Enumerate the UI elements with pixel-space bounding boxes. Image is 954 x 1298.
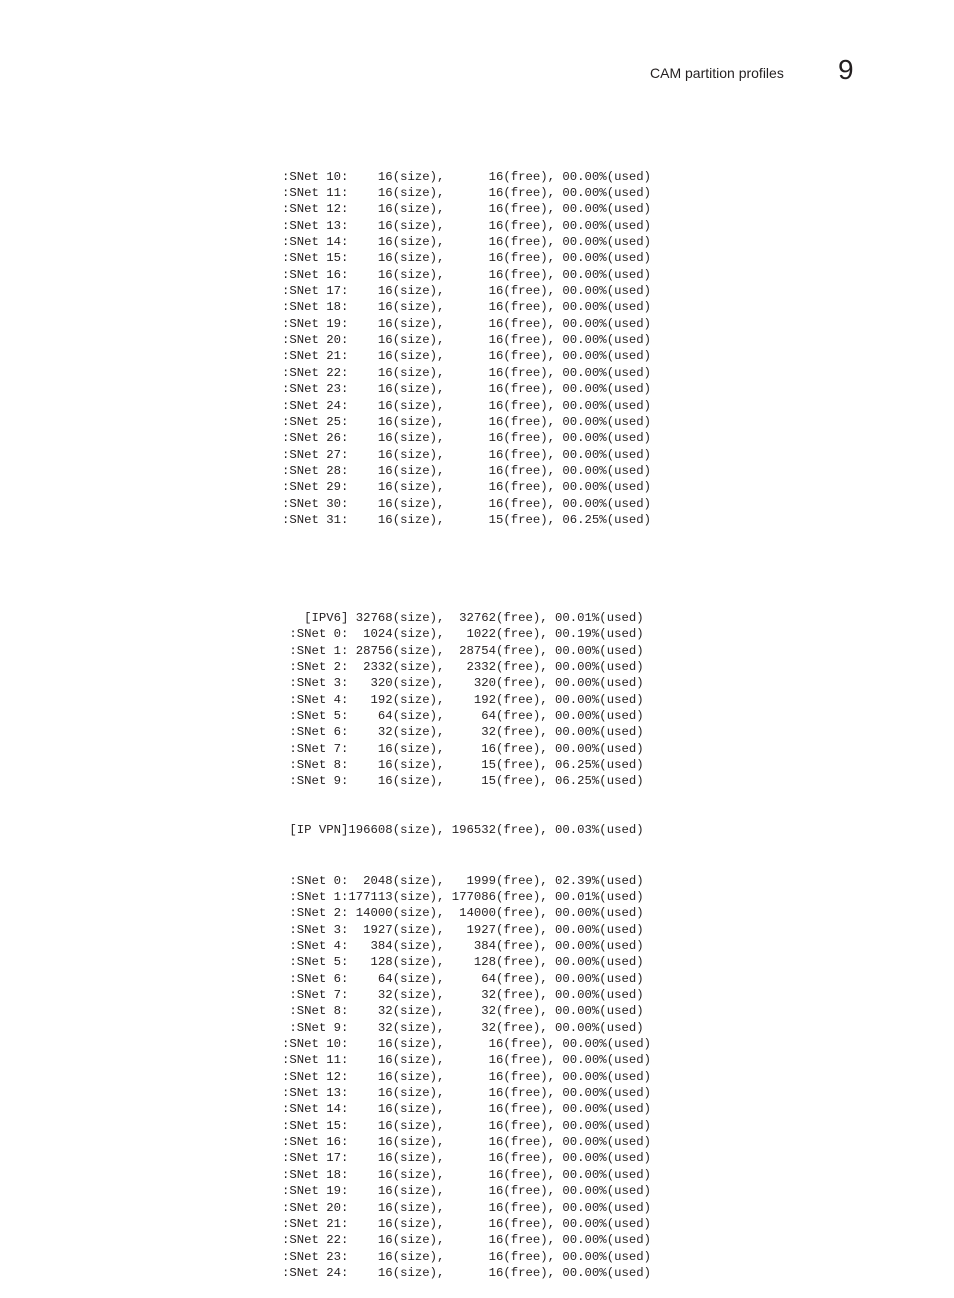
output-line: :SNet 27: 16(size), 16(free), 00.00%(used) bbox=[282, 447, 651, 462]
blank-line bbox=[282, 561, 651, 577]
output-line: :SNet 3: 320(size), 320(free), 00.00%(used) bbox=[282, 676, 644, 691]
output-line: :SNet 9: 32(size), 32(free), 00.00%(used) bbox=[282, 1020, 644, 1035]
ipv6-block bbox=[282, 610, 651, 790]
output-line: :SNet 21: 16(size), 16(free), 00.00%(used) bbox=[282, 1216, 651, 1231]
output-line: :SNet 2: 14000(size), 14000(free), 00.00%(used) bbox=[282, 906, 644, 921]
output-line: :SNet 3: 1927(size), 1927(free), 00.00%(used) bbox=[282, 922, 644, 937]
output-line: :SNet 21: 16(size), 16(free), 00.00%(used) bbox=[282, 349, 651, 364]
output-line: :SNet 10: 16(size), 16(free), 00.00%(used) bbox=[282, 1037, 651, 1052]
cam-usage-output bbox=[282, 136, 651, 1298]
output-line: :SNet 23: 16(size), 16(free), 00.00%(used) bbox=[282, 1249, 651, 1264]
output-line: :SNet 13: 16(size), 16(free), 00.00%(used) bbox=[282, 1086, 651, 1101]
output-line: :SNet 1:177113(size), 177086(free), 00.01%(used) bbox=[282, 889, 644, 904]
output-line: :SNet 6: 32(size), 32(free), 00.00%(used) bbox=[282, 725, 644, 740]
output-line: :SNet 15: 16(size), 16(free), 00.00%(used) bbox=[282, 251, 651, 266]
output-line: :SNet 11: 16(size), 16(free), 00.00%(used) bbox=[282, 1053, 651, 1068]
output-line: :SNet 12: 16(size), 16(free), 00.00%(used) bbox=[282, 1069, 651, 1084]
output-line: :SNet 23: 16(size), 16(free), 00.00%(used) bbox=[282, 382, 651, 397]
output-line: :SNet 11: 16(size), 16(free), 00.00%(used) bbox=[282, 186, 651, 201]
output-line: :SNet 10: 16(size), 16(free), 00.00%(used) bbox=[282, 169, 651, 184]
output-line: :SNet 29: 16(size), 16(free), 00.00%(used) bbox=[282, 480, 651, 495]
output-line: :SNet 19: 16(size), 16(free), 00.00%(used) bbox=[282, 1184, 651, 1199]
output-line: :SNet 28: 16(size), 16(free), 00.00%(used) bbox=[282, 463, 651, 478]
output-line: :SNet 5: 128(size), 128(free), 00.00%(used) bbox=[282, 955, 644, 970]
output-line: :SNet 12: 16(size), 16(free), 00.00%(used) bbox=[282, 202, 651, 217]
output-line: :SNet 22: 16(size), 16(free), 00.00%(used) bbox=[282, 1233, 651, 1248]
output-line: :SNet 17: 16(size), 16(free), 00.00%(used) bbox=[282, 284, 651, 299]
output-line: :SNet 26: 16(size), 16(free), 00.00%(used) bbox=[282, 431, 651, 446]
output-line: :SNet 2: 2332(size), 2332(free), 00.00%(used) bbox=[282, 660, 644, 674]
output-line: :SNet 14: 16(size), 16(free), 00.00%(used) bbox=[282, 235, 651, 250]
output-line: :SNet 18: 16(size), 16(free), 00.00%(used) bbox=[282, 300, 651, 315]
output-line: :SNet 1: 28756(size), 28754(free), 00.00%(used) bbox=[282, 643, 644, 658]
output-line: :SNet 20: 16(size), 16(free), 00.00%(used) bbox=[282, 333, 651, 348]
ip-vpn-block bbox=[282, 873, 651, 1282]
ip-vpn-header-line: [IP VPN]196608(size), 196532(free), 00.03%(used) bbox=[282, 823, 644, 838]
output-line: :SNet 7: 32(size), 32(free), 00.00%(used) bbox=[282, 988, 644, 1003]
output-line: :SNet 30: 16(size), 16(free), 00.00%(used) bbox=[282, 496, 651, 511]
output-line: :SNet 22: 16(size), 16(free), 00.00%(used) bbox=[282, 365, 651, 380]
output-line: :SNet 0: 1024(size), 1022(free), 00.19%(used) bbox=[282, 627, 644, 642]
output-line: [IPV6] 32768(size), 32762(free), 00.01%(used) bbox=[282, 610, 644, 625]
output-line: :SNet 15: 16(size), 16(free), 00.00%(used) bbox=[282, 1118, 651, 1133]
output-line: :SNet 4: 192(size), 192(free), 00.00%(used) bbox=[282, 692, 644, 707]
output-line: :SNet 5: 64(size), 64(free), 00.00%(used) bbox=[282, 709, 644, 724]
output-line: :SNet 31: 16(size), 15(free), 06.25%(used) bbox=[282, 512, 651, 527]
output-line: :SNet 20: 16(size), 16(free), 00.00%(used) bbox=[282, 1200, 651, 1215]
output-line: :SNet 4: 384(size), 384(free), 00.00%(used) bbox=[282, 939, 644, 953]
chapter-number: 9 bbox=[838, 54, 854, 85]
output-line: :SNet 6: 64(size), 64(free), 00.00%(used) bbox=[282, 971, 644, 986]
output-line: :SNet 24: 16(size), 16(free), 00.00%(used) bbox=[282, 1265, 651, 1280]
output-line: :SNet 9: 16(size), 15(free), 06.25%(used) bbox=[282, 774, 644, 789]
running-header-title: CAM partition profiles bbox=[650, 65, 784, 81]
output-line: :SNet 16: 16(size), 16(free), 00.00%(used) bbox=[282, 267, 651, 282]
output-line: :SNet 19: 16(size), 16(free), 00.00%(used) bbox=[282, 316, 651, 331]
output-line: :SNet 16: 16(size), 16(free), 00.00%(used) bbox=[282, 1135, 651, 1150]
output-line: :SNet 8: 32(size), 32(free), 00.00%(used) bbox=[282, 1004, 644, 1019]
output-line: :SNet 25: 16(size), 16(free), 00.00%(used) bbox=[282, 414, 651, 429]
output-line: :SNet 17: 16(size), 16(free), 00.00%(used) bbox=[282, 1151, 651, 1166]
output-line: :SNet 14: 16(size), 16(free), 00.00%(used) bbox=[282, 1102, 651, 1117]
output-line: :SNet 0: 2048(size), 1999(free), 02.39%(used) bbox=[282, 873, 644, 888]
snet-block-1 bbox=[282, 169, 651, 529]
output-line: :SNet 18: 16(size), 16(free), 00.00%(used) bbox=[282, 1167, 651, 1182]
output-line: :SNet 8: 16(size), 15(free), 06.25%(used) bbox=[282, 758, 644, 773]
output-line: :SNet 13: 16(size), 16(free), 00.00%(used) bbox=[282, 218, 651, 233]
output-line: :SNet 24: 16(size), 16(free), 00.00%(used) bbox=[282, 398, 651, 413]
output-line: :SNet 7: 16(size), 16(free), 00.00%(used) bbox=[282, 741, 644, 756]
